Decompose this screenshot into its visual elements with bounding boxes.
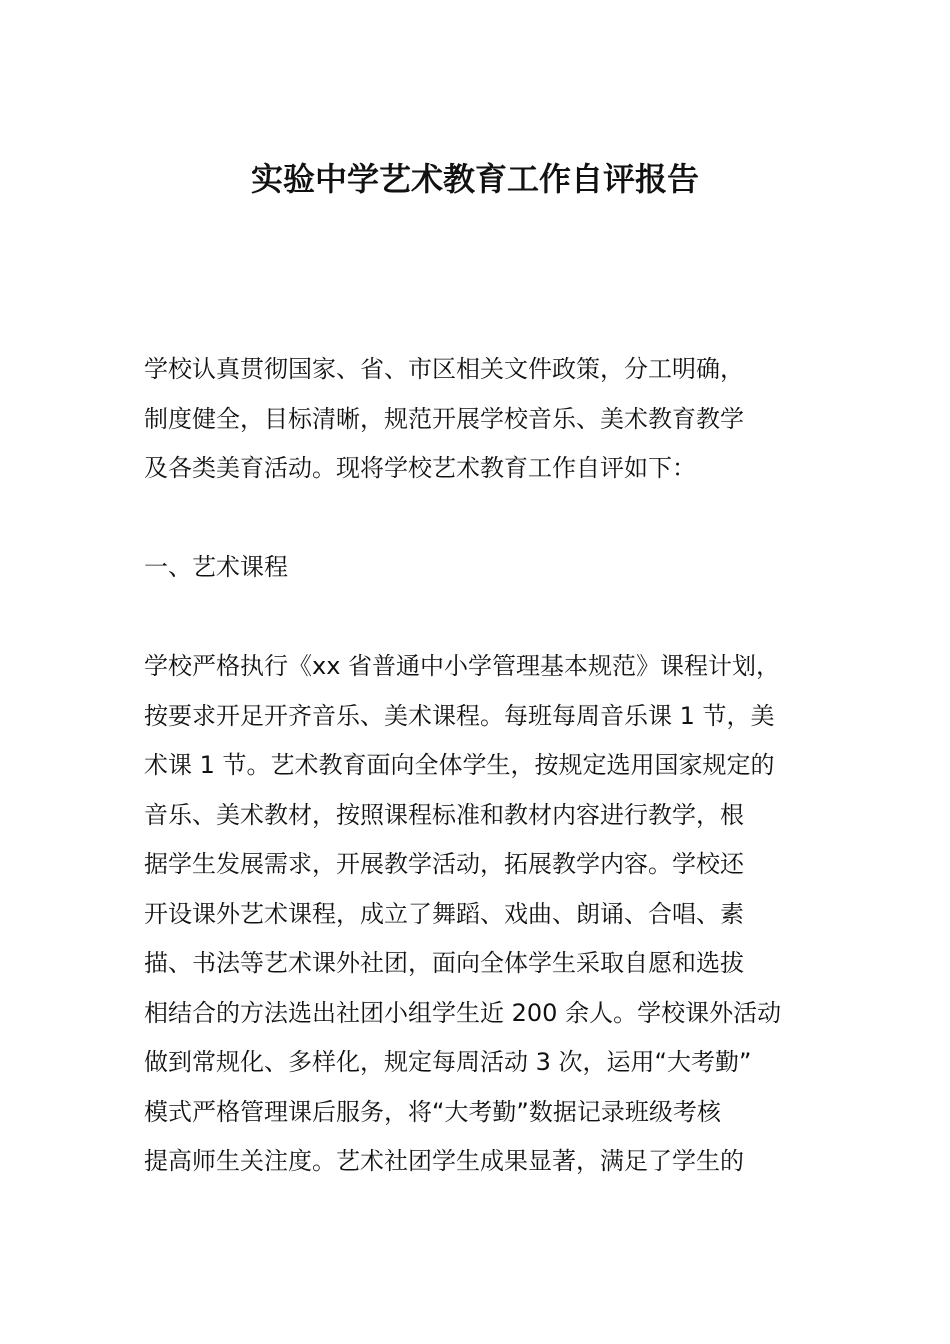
section-heading <box>144 543 844 593</box>
section-paragraph <box>144 642 844 1187</box>
text-line: 制度健全，目标清晰，规范开展学校音乐、美术教育教学 <box>144 404 744 433</box>
text-line: 模式严格管理课后服务，将“大考勤”数据记录班级考核 <box>144 1097 721 1126</box>
text-line: 据学生发展需求，开展教学活动，拓展教学内容。学校还 <box>144 850 744 878</box>
text-line: 按要求开足开齐音乐、美术课程。每班每周音乐课 1 节，美 <box>144 701 775 730</box>
section-heading-text: 一、艺术课程 <box>144 553 288 581</box>
document-title: 实验中学艺术教育工作自评报告 <box>250 160 699 198</box>
text-line: 描、书法等艺术课外社团，面向全体学生采取自愿和选拔 <box>144 949 744 977</box>
text-line: 学校严格执行《xx 省普通中小学管理基本规范》课程计划， <box>144 652 781 680</box>
text-line: 开设课外艺术课程，成立了舞蹈、戏曲、朗诵、合唱、素 <box>144 899 744 928</box>
text-line: 音乐、美术教材，按照课程标准和教材内容进行教学，根 <box>144 800 744 829</box>
text-line: 提高师生关注度。艺术社团学生成果显著，满足了学生的 <box>144 1147 744 1175</box>
text-line: 术课 1 节。艺术教育面向全体学生，按规定选用国家规定的 <box>144 751 775 779</box>
text-line: 学校认真贯彻国家、省、市区相关文件政策，分工明确， <box>144 355 744 383</box>
text-line: 做到常规化、多样化，规定每周活动 3 次，运用“大考勤” <box>144 1048 752 1076</box>
intro-paragraph <box>144 345 844 494</box>
text-line: 相结合的方法选出社团小组学生近 200 余人。学校课外活动 <box>144 998 782 1027</box>
text-line: 及各类美育活动。现将学校艺术教育工作自评如下： <box>144 454 696 482</box>
